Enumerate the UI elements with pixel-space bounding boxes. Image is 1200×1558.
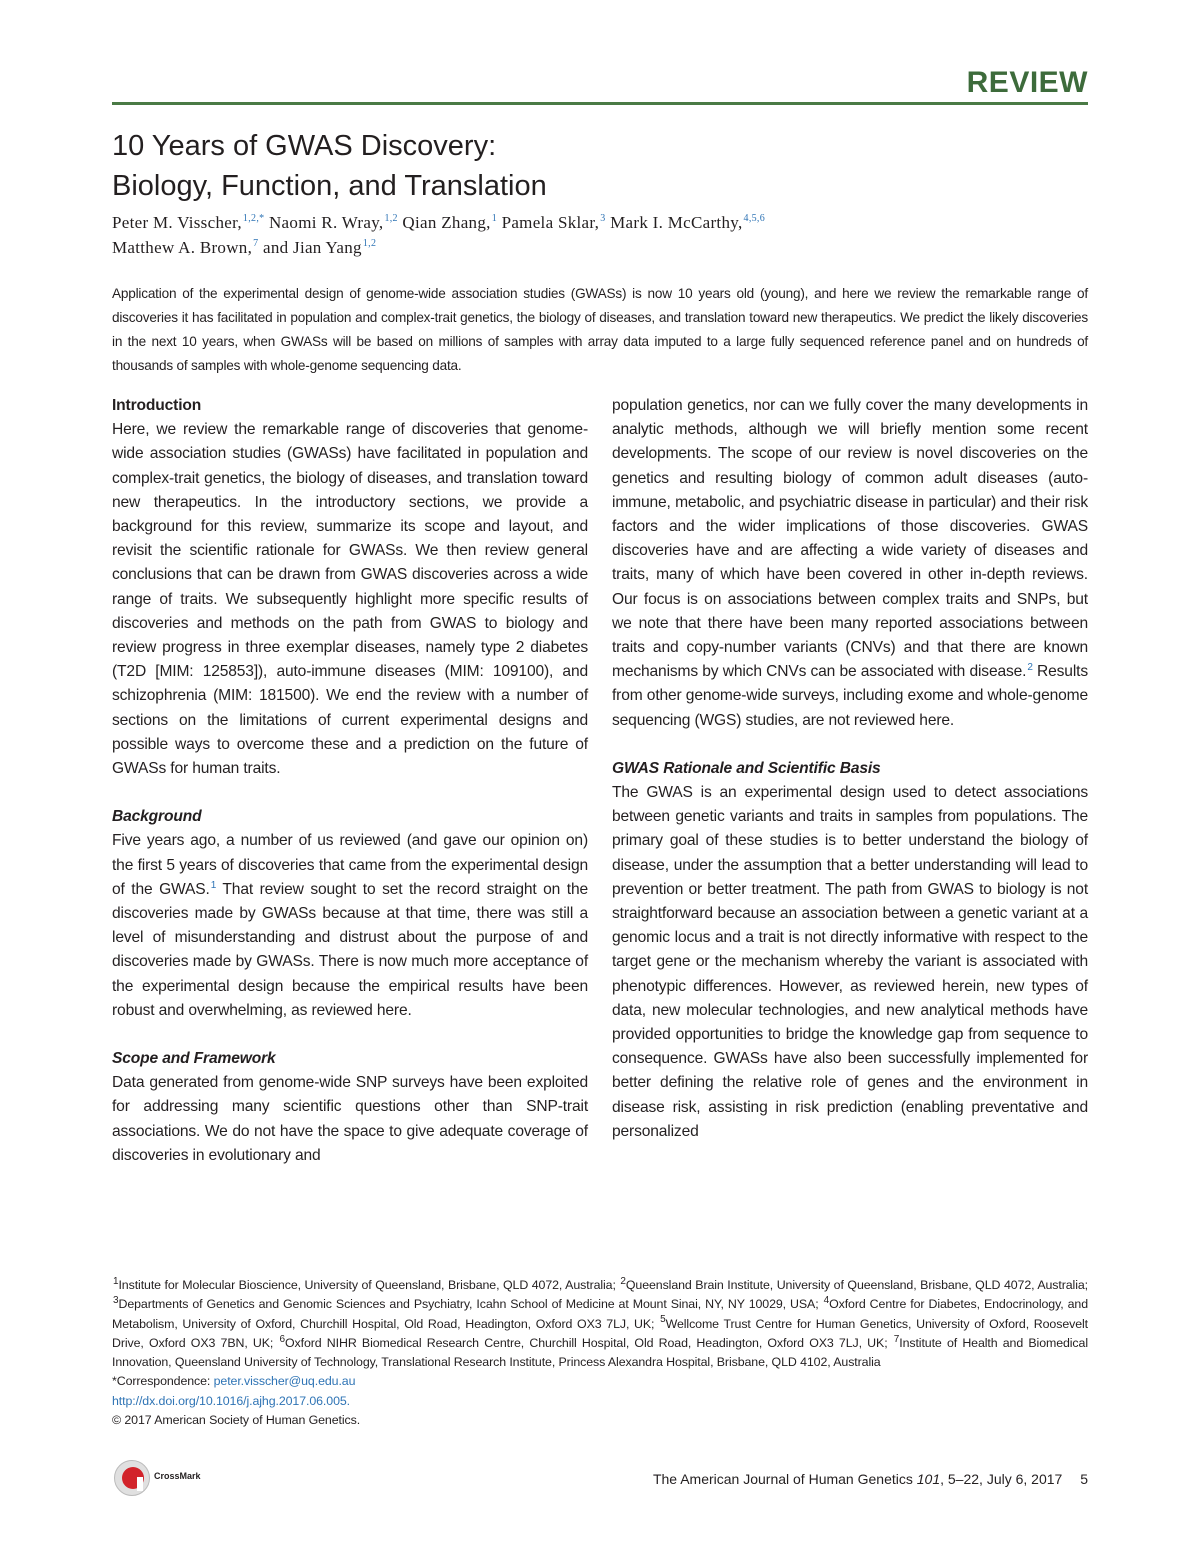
- affiliation-number: 4: [823, 1295, 830, 1307]
- background-paragraph: [112, 829, 588, 1023]
- journal-volume: 101: [916, 1471, 941, 1487]
- rationale-heading: GWAS Rationale and Scientific Basis: [612, 759, 881, 777]
- copyright: © 2017 American Society of Human Genetics.: [112, 1413, 361, 1428]
- author-name: Mark I. McCarthy,: [610, 213, 743, 232]
- author-name: Qian Zhang,: [402, 213, 491, 232]
- affiliation-text: Departments of Genetics and Genomic Sciences and Psychiatry, Icahn School of Medicine at Mount Sinai, NY, NY 10029, USA;: [118, 1297, 823, 1312]
- author-affiliation[interactable]: 7: [253, 238, 259, 250]
- author-affiliation[interactable]: 4,5,6: [743, 213, 766, 225]
- title-line-2: Biology, Function, and Translation: [112, 170, 547, 202]
- intro-heading: Introduction: [112, 397, 202, 414]
- affiliation-number: 2: [620, 1275, 626, 1287]
- article-title: [112, 126, 1012, 206]
- abstract: Application of the experimental design of genome-wide association studies (GWASs) is now 10 years old (young), and here we review the remarkable range of discoveries it has facilitated in population and complex-trait genetics, the biology of diseases, and translation toward new therapeutics. We predict the likely discoveries in the next 10 years, when GWASs will be based on millions of samples with array data imputed to a large fully sequenced reference panel and on hundreds of thousands of samples with whole-genome sequencing data.: [112, 286, 1088, 373]
- affiliation-text: Institute of Health and Biomedical Innovation, Queensland University of Technology, Translational Research Institute, Princess Alexandra Hospital, Brisbane, QLD 4102, Australia: [112, 1335, 1088, 1370]
- title-line-1: 10 Years of GWAS Discovery:: [112, 130, 497, 162]
- journal-footer: [653, 1471, 1088, 1487]
- right-column: [612, 394, 1088, 1144]
- author-name: Matthew A. Brown,: [112, 238, 253, 257]
- affiliation-text: Institute for Molecular Bioscience, University of Queensland, Brisbane, QLD 4072, Australia;: [118, 1278, 620, 1292]
- author-list: [112, 210, 1092, 260]
- affiliation-number: 7: [893, 1333, 900, 1345]
- affiliation-number: 3: [113, 1295, 119, 1307]
- author-name: Peter M. Visscher,: [112, 213, 242, 232]
- affiliation-text: Oxford Centre for Diabetes, Endocrinology, and Metabolism, University of Oxford, Churchill Hospital, Old Road, Headington, Oxford OX3 7LJ, UK;: [112, 1297, 1089, 1331]
- scope-continued-text-b: Results from other genome-wide surveys, including exome and whole-genome sequencing (WGS) studies, are not reviewed here.: [612, 663, 1088, 729]
- rationale-paragraph: The GWAS is an experimental design used to detect associations between genetic variants and traits in samples from populations. The primary goal of these studies is to better understand the biology of disease, under the assumption that a better understanding will lead to prevention or better treatment. The path from GWAS to biology is not straightforward because an association between a genetic variant at a genomic locus and a trait is not directly informative with respect to the target gene or the mechanism whereby the variant is associated with phenotypic differences. However, as reviewed herein, new types of data, new molecular technologies, and new analytical methods have provided opportunities to bridge the knowledge gap from sequence to consequence. GWASs have also been successfully implemented for better defining the relative role of genes and the environment in disease risk, assisting in risk prediction (enabling preventative and personalized: [612, 784, 1088, 1140]
- author-name: Pamela Sklar,: [501, 213, 600, 232]
- affiliations-footnotes: [112, 1276, 1088, 1430]
- page-number: 5: [1080, 1471, 1088, 1487]
- crossmark-icon: [114, 1460, 150, 1496]
- left-column: [112, 394, 588, 1168]
- author-affiliation[interactable]: 3: [600, 213, 606, 225]
- crossmark-label: CrossMark: [154, 1471, 201, 1481]
- correspondence-label: *Correspondence:: [112, 1374, 214, 1389]
- section-label: REVIEW: [966, 66, 1088, 99]
- scope-heading: Scope and Framework: [112, 1050, 276, 1068]
- journal-name: The American Journal of Human Genetics: [652, 1471, 913, 1487]
- affiliation-number: 1: [113, 1275, 119, 1287]
- reference-link[interactable]: 2: [1027, 662, 1033, 674]
- affiliation-text: Queensland Brain Institute, University of Queensland, Brisbane, QLD 4072, Australia;: [625, 1278, 1088, 1292]
- reference-link[interactable]: 1: [210, 879, 217, 891]
- author-name: Naomi R. Wray,: [268, 213, 384, 232]
- affiliation-list: [112, 1276, 1088, 1372]
- scope-paragraph: Data generated from genome-wide SNP surveys have been exploited for addressing many scientific questions other than SNP-trait associations. We do not have the space to give adequate coverage of discoveries in evolutionary and: [112, 1074, 588, 1164]
- intro-paragraph: Here, we review the remarkable range of discoveries that genome-wide association studies (GWASs) have facilitated in population and complex-trait genetics, the biology of diseases, and translation toward new therapeutics. In the introductory sections, we provide a background for this review, summarize its scope and layout, and revisit the scientific rationale for GWASs. We then review general conclusions that can be drawn from GWAS discoveries across a wide range of traits. We subsequently highlight more specific results of discoveries and methods on the path from GWAS to biology and review progress in three exemplar diseases, namely type 2 diabetes (T2D [MIM: 125853]), auto-immune diseases (MIM: 109100), and schizophrenia (MIM: 181500). We end the review with a number of sections on the limitations of current experimental designs and possible ways to overcome these and a prediction on the future of GWASs for human traits.: [112, 421, 588, 778]
- doi-link[interactable]: http://dx.doi.org/10.1016/j.ajhg.2017.06.005.: [112, 1393, 350, 1408]
- author-affiliation[interactable]: 1,2,*: [242, 213, 265, 225]
- author-name: and Jian Yang: [263, 238, 362, 257]
- author-affiliation[interactable]: 1: [491, 213, 498, 225]
- journal-pages-date: , 5–22, July 6, 2017: [940, 1471, 1063, 1487]
- affiliation-text: Oxford NIHR Biomedical Research Centre, Churchill Hospital, Old Road, Headington, Oxford OX3 7LJ, UK;: [284, 1335, 893, 1350]
- affiliation-text: Wellcome Trust Centre for Human Genetics, University of Oxford, Roosevelt Drive, Oxford OX3 7BN, UK;: [112, 1316, 1088, 1350]
- background-text-a: Five years ago, a number of us reviewed (and gave our opinion on) the first 5 years of discoveries that came from the experimental design of the GWAS.: [112, 832, 588, 898]
- affiliation-number: 5: [660, 1314, 666, 1326]
- scope-continued-text-a: population genetics, nor can we fully cover the many developments in analytic methods, although we will briefly mention some recent developments. The scope of our review is novel discoveries on the genetics and resulting biology of common adult diseases (auto-immune, metabolic, and psychiatric disease in particular) and their risk factors and the wider implications of those discoveries. GWAS discoveries have and are affecting a wide variety of diseases and traits, many of which have been covered in other in-depth reviews. Our focus is on associations between complex traits and SNPs, but we note that there have been many reported associations between traits and copy-number variants (CNVs) and that there are known mechanisms by which CNVs can be associated with disease.: [612, 397, 1088, 681]
- scope-continued-paragraph: [612, 394, 1088, 733]
- crossmark-logo[interactable]: [114, 1460, 224, 1500]
- correspondence-email-link[interactable]: peter.visscher@uq.edu.au: [213, 1374, 356, 1389]
- correspondence: [112, 1372, 1088, 1391]
- background-heading: Background: [112, 808, 202, 826]
- background-text-b: That review sought to set the record straight on the discoveries made by GWASs because at that time, there was still a level of misunderstanding and distrust about the purpose of and discoveries made by GWASs. There is now much more acceptance of the experimental design because the empirical results have been robust and overwhelming, as reviewed here.: [112, 880, 588, 1019]
- affiliation-number: 6: [279, 1333, 285, 1345]
- header-rule: [112, 102, 1088, 105]
- author-affiliation[interactable]: 1,2: [362, 238, 377, 250]
- author-affiliation[interactable]: 1,2: [384, 213, 398, 225]
- doi-line: [112, 1392, 1088, 1411]
